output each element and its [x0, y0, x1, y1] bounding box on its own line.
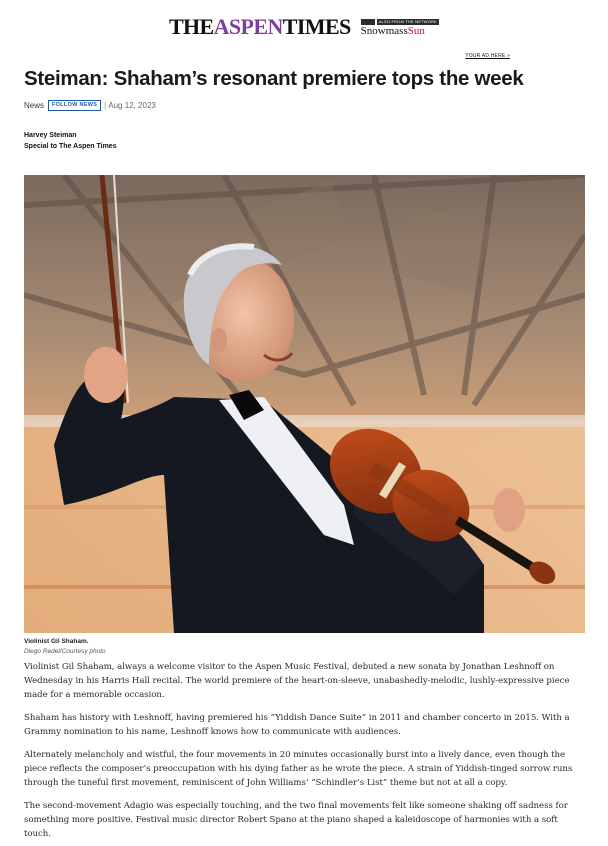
logo-sun: Sun [407, 25, 425, 37]
meta-separator: | [104, 100, 107, 110]
snowmass-sun-logo[interactable] [361, 19, 439, 37]
aspen-times-logo[interactable] [169, 16, 351, 38]
body-paragraph: Shaham has history with Leshnoff, having premiered his “Yiddish Dance Suite” in 2011 and chamber concerto in 2015. With a Grammy nomination to his name, Leshnoff knows how to communicate with audiences. [24, 713, 570, 737]
photo-credit: Diego Redel/Courtesy photo [24, 648, 106, 655]
publish-date: Aug 12, 2023 [108, 100, 156, 110]
violinist-photo-illustration [24, 175, 585, 633]
article-meta [24, 99, 156, 111]
masthead[interactable] [0, 12, 608, 42]
body-paragraph: Violinist Gil Shaham, always a welcome visitor to the Aspen Music Festival, debuted a new sonata by Jonathan Leshnoff on Wednesday in his Harris Hall recital. The world premiere of the heart-on-sleeve, unabashedly-melodic, lushly-expressive piece made for a memorable occasion. [24, 662, 570, 700]
logo-snowmass: Snowmass [360, 25, 408, 37]
body-paragraph: The second-movement Adagio was especially touching, and the two final movements felt like someone shaking off sadness for something more positive. Festival music director Robert Spano at the piano shaped a kaleidoscope of harmonies with a soft touch. [24, 801, 568, 839]
sister-badge-text: ALSO FROM THE NETWORK [378, 19, 438, 24]
category-link[interactable]: News [24, 100, 45, 110]
author-name[interactable]: Harvey Steiman [24, 132, 77, 139]
follow-news-button[interactable]: FOLLOW NEWS [48, 100, 101, 111]
byline [24, 130, 117, 152]
logo-the: THE [168, 14, 214, 39]
logo-aspen: ASPEN [213, 14, 283, 39]
caption-text: Violinist Gil Shaham. [24, 638, 89, 645]
your-ad-here-link[interactable]: YOUR AD HERE » [465, 53, 510, 59]
photo-caption [24, 637, 106, 657]
article-photo[interactable] [24, 175, 585, 633]
article-headline: Steiman: Shaham’s resonant premiere tops the week [24, 67, 524, 90]
logo-times: TIMES [282, 14, 351, 39]
snowmass-sun-name [361, 26, 425, 37]
article-body [24, 660, 586, 846]
body-paragraph: Alternately melancholy and wistful, the four movements in 20 minutes occasionally burst into a lively dance, even though the piece reflects the composer’s preoccupation with his dying father as he wrote the piece. A strain of Yiddish-tinged sorrow runs through the tuneful first movement, reminiscent of John Williams’ “Schindler’s List” theme but not at all a copy. [24, 750, 573, 788]
author-role: Special to The Aspen Times [24, 143, 117, 150]
